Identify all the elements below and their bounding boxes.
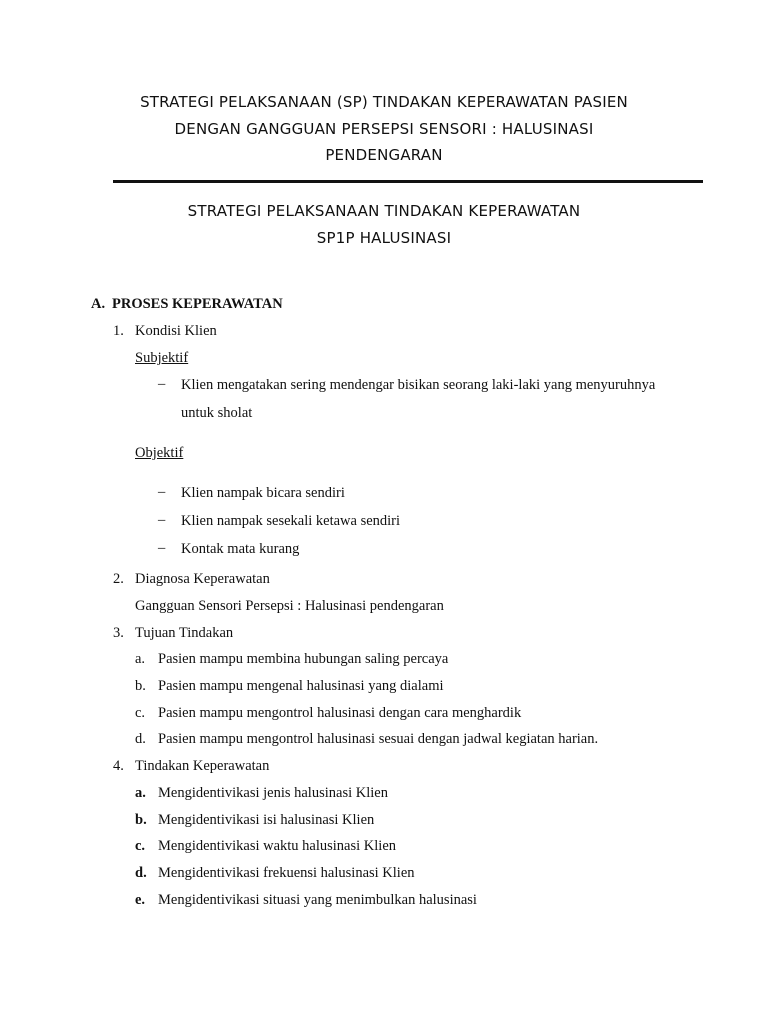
dash-bullet-icon: – bbox=[158, 376, 166, 392]
tujuan-item-marker: d. bbox=[135, 731, 146, 747]
objektif-item: Klien nampak sesekali ketawa sendiri bbox=[181, 513, 401, 529]
objektif-item: Klien nampak bicara sendiri bbox=[181, 485, 345, 501]
document-subtitle-line-2: SP1P HALUSINASI bbox=[316, 229, 452, 247]
objektif-label: Objektif bbox=[135, 445, 184, 461]
subjektif-label: Subjektif bbox=[135, 350, 189, 366]
tindakan-item: Mengidentivikasi situasi yang menimbulkan halusinasi bbox=[158, 892, 477, 908]
tindakan-item: Mengidentivikasi isi halusinasi Klien bbox=[158, 812, 375, 828]
item-2-number: 2. bbox=[113, 571, 124, 587]
tujuan-item-marker: b. bbox=[135, 678, 146, 694]
document-subtitle-line-1: STRATEGI PELAKSANAAN TINDAKAN KEPERAWATAN bbox=[187, 202, 581, 220]
tujuan-heading: Tujuan Tindakan bbox=[135, 625, 234, 641]
kondisi-heading: Kondisi Klien bbox=[135, 323, 217, 339]
subjektif-item: Klien mengatakan sering mendengar bisikan seorang laki-laki yang menyuruhnya bbox=[181, 377, 656, 393]
dash-bullet-icon: – bbox=[158, 540, 166, 556]
tindakan-item-marker: c. bbox=[135, 838, 146, 854]
item-4-number: 4. bbox=[113, 758, 124, 774]
tindakan-item: Mengidentivikasi waktu halusinasi Klien bbox=[158, 838, 397, 854]
tindakan-item-marker: e. bbox=[135, 892, 146, 908]
tujuan-item-marker: c. bbox=[135, 705, 146, 721]
item-3-number: 3. bbox=[113, 625, 124, 641]
tindakan-item: Mengidentivikasi jenis halusinasi Klien bbox=[158, 785, 388, 801]
item-1-number: 1. bbox=[113, 323, 124, 339]
dash-bullet-icon: – bbox=[158, 484, 166, 500]
section-a-marker: A. bbox=[91, 296, 106, 312]
tujuan-item-marker: a. bbox=[135, 651, 146, 667]
dash-bullet-icon: – bbox=[158, 512, 166, 528]
document-title-line-3: PENDENGARAN bbox=[325, 146, 443, 164]
tindakan-heading: Tindakan Keperawatan bbox=[135, 758, 270, 774]
tindakan-item-marker: a. bbox=[135, 785, 146, 801]
diagnosa-heading: Diagnosa Keperawatan bbox=[135, 571, 270, 587]
subjektif-item-continuation: untuk sholat bbox=[181, 405, 253, 421]
tindakan-item: Mengidentivikasi frekuensi halusinasi Klien bbox=[158, 865, 415, 881]
tindakan-item-marker: d. bbox=[135, 865, 147, 881]
tujuan-item: Pasien mampu membina hubungan saling percaya bbox=[158, 651, 449, 667]
objektif-item: Kontak mata kurang bbox=[181, 541, 300, 557]
section-a-heading: PROSES KEPERAWATAN bbox=[112, 296, 283, 312]
document-title-line-1: STRATEGI PELAKSANAAN (SP) TINDAKAN KEPERAWATAN PASIEN bbox=[140, 93, 628, 111]
tujuan-item: Pasien mampu mengontrol halusinasi sesuai dengan jadwal kegiatan harian. bbox=[158, 731, 599, 747]
tujuan-item: Pasien mampu mengontrol halusinasi dengan cara menghardik bbox=[158, 705, 522, 721]
tujuan-item: Pasien mampu mengenal halusinasi yang dialami bbox=[158, 678, 444, 694]
document-title-line-2: DENGAN GANGGUAN PERSEPSI SENSORI : HALUSINASI bbox=[174, 120, 594, 138]
tindakan-item-marker: b. bbox=[135, 812, 147, 828]
title-divider bbox=[113, 180, 703, 183]
diagnosa-text: Gangguan Sensori Persepsi : Halusinasi pendengaran bbox=[135, 598, 444, 614]
